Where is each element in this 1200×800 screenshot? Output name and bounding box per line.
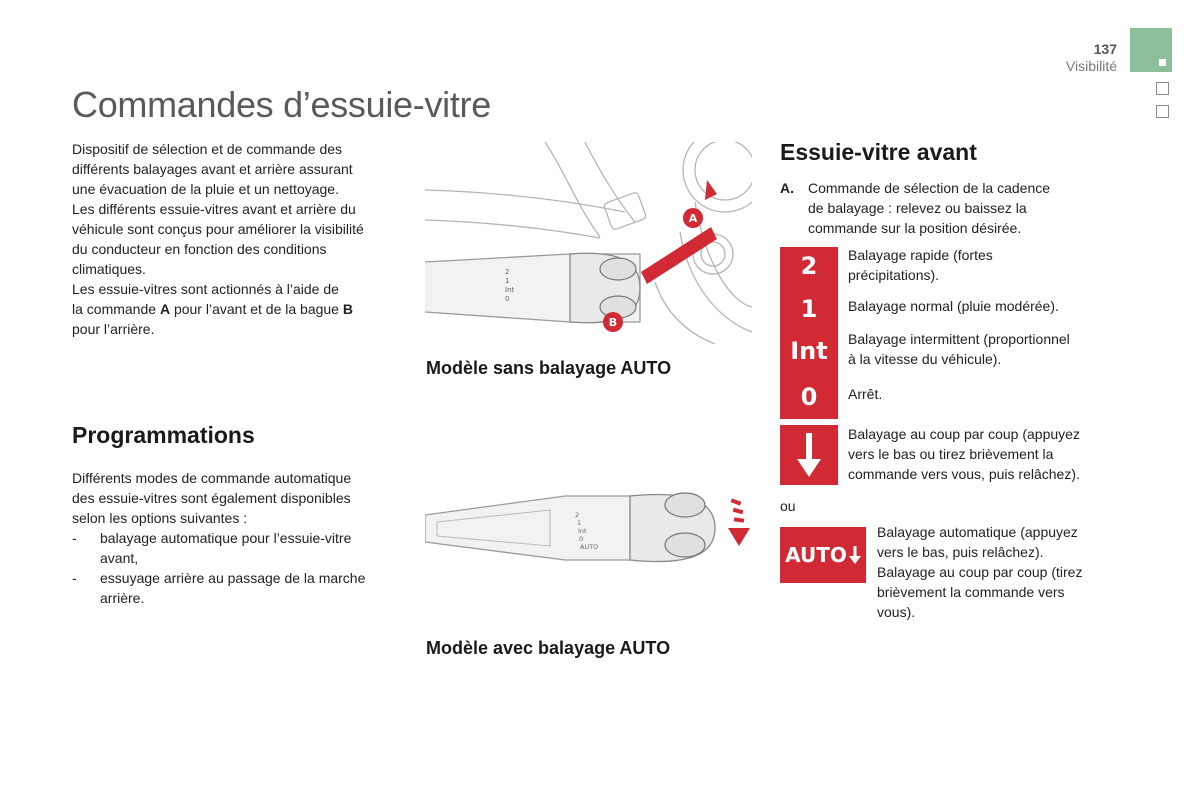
mode-text-line: Balayage au coup par coup (appuyez — [848, 426, 1080, 442]
intro-line: du conducteur en fonction des conditions — [72, 241, 327, 257]
wiper-stalk-auto-illustration — [425, 480, 755, 580]
prog-line: des essuie-vitres sont également disponibles — [72, 490, 351, 506]
down-arrow-icon — [780, 425, 838, 485]
item-a-label: A. — [780, 180, 794, 196]
chapter-tab[interactable] — [1156, 105, 1169, 118]
intro-line: pour l’arrière. — [72, 321, 155, 337]
mode-symbol-intermittent: Int — [790, 337, 828, 365]
intro-text: la commande — [72, 301, 160, 317]
wiper-stalk-illustration — [425, 142, 752, 344]
intro-line: Les différents essuie-vitres avant et arrière du — [72, 201, 356, 217]
mode-fast-text — [848, 245, 1113, 285]
lever-mark-auto: AUTO — [580, 543, 599, 551]
intro-line: Dispositif de sélection et de commande des — [72, 141, 343, 157]
list-dash: - — [72, 530, 77, 546]
caption-with-auto: Modèle avec balayage AUTO — [426, 638, 671, 658]
intro-line: différents balayages avant et arrière assurant — [72, 161, 353, 177]
mode-text-line: vous). — [877, 604, 916, 620]
mode-normal-text — [848, 296, 1113, 316]
front-wiper-heading: Essuie-vitre avant — [780, 139, 977, 165]
or-label: ou — [780, 498, 796, 514]
lever-mark-0: 0 — [579, 535, 584, 543]
mode-text-line: à la vitesse du véhicule). — [848, 351, 1002, 367]
ref-a: A — [159, 301, 171, 317]
intro-line: véhicule sont conçus pour améliorer la visibilité — [72, 221, 364, 237]
item-a-text: commande sur la position désirée. — [808, 220, 1022, 236]
label-a: A — [688, 212, 698, 225]
lever-mark-0: 0 — [505, 295, 510, 303]
intro-line: climatiques. — [72, 261, 146, 277]
mode-text-line: Balayage intermittent (proportionnel — [848, 331, 1070, 347]
intro-line: une évacuation de la pluie et un nettoyage. — [72, 181, 339, 197]
mode-symbol-normal: 1 — [800, 295, 818, 323]
mode-text-line: Balayage rapide (fortes — [848, 247, 993, 263]
mode-off-text — [848, 384, 1113, 404]
list-item-text: essuyage arrière au passage de la marche — [100, 570, 366, 586]
mode-text-line: commande vers vous, puis relâchez). — [848, 466, 1080, 482]
tab-marker — [1159, 59, 1166, 66]
intro-line: Les essuie-vitres sont actionnés à l’aide de — [72, 281, 339, 297]
auto-symbol-text: AUTO — [785, 543, 847, 567]
chapter-tab[interactable] — [1156, 82, 1169, 95]
item-a — [780, 178, 1110, 238]
intro-line — [72, 299, 402, 319]
item-a-text: de balayage : relevez ou baissez la — [808, 200, 1027, 216]
mode-intermittent-text — [848, 329, 1113, 369]
auto-text — [877, 522, 1117, 622]
mode-text-line: précipitations). — [848, 267, 940, 283]
lever-mark-int: Int — [505, 286, 515, 294]
mode-text-line: brièvement la commande vers — [877, 584, 1065, 600]
list-item — [72, 568, 402, 608]
mode-text-line: Balayage au coup par coup (tirez — [877, 564, 1083, 580]
page-number: 137 — [1093, 41, 1117, 57]
prog-line: selon les options suivantes : — [72, 510, 248, 526]
programmations-heading: Programmations — [72, 422, 255, 448]
label-b: B — [608, 316, 618, 329]
lever-mark-2: 2 — [505, 268, 510, 276]
list-item-text: avant, — [100, 550, 139, 566]
list-dash: - — [72, 570, 77, 586]
lever-mark-1: 1 — [577, 519, 582, 527]
mode-text-line: Balayage normal (pluie modérée). — [848, 298, 1059, 314]
ref-b: B — [342, 301, 353, 317]
mode-symbol-off: 0 — [800, 383, 818, 411]
programmations-text — [72, 468, 402, 608]
auto-symbol — [780, 527, 866, 583]
mode-text-line: Arrêt. — [848, 386, 883, 402]
lever-mark-1: 1 — [505, 277, 510, 285]
lever-mark-int: Int — [578, 527, 587, 535]
mode-symbol-fast: 2 — [800, 252, 818, 280]
single-wipe-text — [848, 424, 1113, 484]
list-item — [72, 528, 402, 568]
mode-text-line: vers le bas ou tirez brièvement la — [848, 446, 1054, 462]
down-arrow-icon — [849, 544, 861, 566]
lever-mark-2: 2 — [575, 511, 580, 519]
caption-without-auto: Modèle sans balayage AUTO — [426, 358, 672, 378]
mode-text-line: Balayage automatique (appuyez — [877, 524, 1078, 540]
prog-line: Différents modes de commande automatique — [72, 470, 352, 486]
mode-text-line: vers le bas, puis relâchez). — [877, 544, 1044, 560]
list-item-text: arrière. — [100, 590, 145, 606]
page-title: Commandes d’essuie-vitre — [72, 84, 491, 125]
item-a-text: Commande de sélection de la cadence — [808, 180, 1051, 196]
intro-text: pour l’avant et de la bague — [170, 301, 343, 317]
list-item-text: balayage automatique pour l’essuie-vitre — [100, 530, 352, 546]
chapter-tab-active[interactable] — [1130, 28, 1172, 72]
section-name: Visibilité — [1065, 58, 1117, 74]
single-wipe-symbol — [780, 425, 838, 485]
intro-paragraph — [72, 139, 402, 339]
